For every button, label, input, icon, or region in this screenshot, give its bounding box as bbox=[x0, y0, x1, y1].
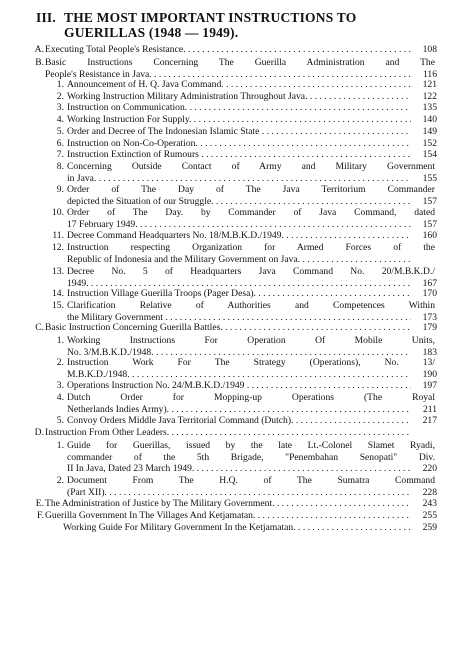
toc-page-number: 154 bbox=[422, 149, 437, 160]
toc-entry-line: commander of the 5th Brigade, "Penembahan Senopati" Div. bbox=[67, 451, 435, 463]
toc-entry-line: Instruction on Non-Co-Operation. . . . bbox=[67, 139, 411, 149]
toc-entry-label: 1. bbox=[56, 440, 64, 451]
toc-entry-label: B. bbox=[35, 57, 44, 68]
toc-page-number: 179 bbox=[422, 322, 437, 333]
toc-page-number: 243 bbox=[422, 498, 437, 509]
toc-page-number: 157 bbox=[422, 195, 437, 207]
toc-entry-line: 17 February 1949. . . . bbox=[67, 220, 411, 230]
toc-entry-label: 15. bbox=[52, 300, 64, 311]
toc-entry bbox=[0, 208, 461, 231]
toc-entry-label: A. bbox=[34, 44, 44, 55]
toc-entry-label: 3. bbox=[56, 102, 64, 113]
toc-entry bbox=[0, 231, 461, 243]
toc-entry bbox=[0, 441, 461, 476]
section-title-line-2: GUERILLAS (1948 — 1949). bbox=[64, 25, 239, 40]
toc-entry-label: 13. bbox=[52, 266, 64, 277]
toc-page-number: 135 bbox=[422, 102, 437, 113]
toc-entry-label: 2. bbox=[56, 357, 64, 368]
toc-entry-label: 1. bbox=[56, 79, 64, 90]
toc-entry-line: Decree No. 5 of Headquarters Java Command No. 20/M.B.K.D./ bbox=[67, 266, 435, 277]
toc-page-number: 173 bbox=[422, 311, 437, 323]
toc-entry-label: F. bbox=[37, 510, 44, 521]
toc-entry-label: 4. bbox=[56, 392, 64, 403]
toc-page-number: 197 bbox=[422, 380, 437, 391]
toc-entry-line: Convoy Orders Middle Java Territorial Command (Dutch). . . . bbox=[67, 416, 411, 426]
toc-entry-line: depicted the Situation of our Struggle. . . . bbox=[67, 197, 411, 207]
toc-entry-line: People's Resistance in Java. . . . bbox=[45, 70, 411, 80]
toc-page-number: 220 bbox=[422, 463, 437, 474]
toc-entry-line: Order of The Day. by Commander of Java Command, dated bbox=[67, 207, 435, 218]
toc-entry-line: (Part XII). . . . bbox=[67, 488, 411, 498]
section-title-line-1: THE MOST IMPORTANT INSTRUCTIONS TO bbox=[64, 10, 357, 25]
toc-entry-label: 10. bbox=[52, 207, 64, 218]
toc-entry bbox=[0, 323, 461, 335]
toc-entry bbox=[0, 243, 461, 266]
toc-entry-line: Announcement of H. Q. Java Command. . . . bbox=[67, 80, 411, 90]
toc-entry-label: D. bbox=[34, 427, 44, 438]
toc-entry bbox=[0, 162, 461, 185]
toc-entry bbox=[0, 428, 461, 440]
toc-entry bbox=[0, 289, 461, 301]
toc-page-number: 140 bbox=[422, 114, 437, 125]
toc-page-number: 211 bbox=[422, 403, 437, 415]
toc-entry-line: The Administration of Justice by The Military Government. . . . bbox=[45, 499, 411, 509]
toc-entry-line: M.B.K.D./1948. . . . bbox=[67, 370, 411, 380]
toc-entry bbox=[0, 139, 461, 151]
toc-page-number: 160 bbox=[422, 230, 437, 241]
toc-entry-label: 8. bbox=[56, 161, 64, 172]
section-number: III. bbox=[36, 10, 56, 25]
toc-entry bbox=[0, 127, 461, 139]
toc-entry-label: C. bbox=[35, 322, 44, 333]
toc-page-number: 116 bbox=[422, 68, 437, 80]
toc-entry bbox=[0, 58, 461, 81]
toc-entry-line: Concerning Outside Contact of Army and Military Government bbox=[67, 161, 435, 172]
toc-entry-line: Guerilla Government In The Villages And Ketjamatan. . . . bbox=[45, 511, 411, 521]
toc-entry bbox=[0, 103, 461, 115]
toc-page-number: 121 bbox=[422, 79, 437, 90]
toc-page-number: 152 bbox=[422, 138, 437, 149]
toc-entry-line: II In Java, Dated 23 March 1949. . . . bbox=[67, 464, 411, 474]
toc-entry-label: 2. bbox=[56, 91, 64, 102]
toc-page-number: 149 bbox=[422, 126, 437, 137]
toc-entry-label: 7. bbox=[56, 149, 64, 160]
toc-entry-line: in Java. . . . bbox=[67, 174, 411, 184]
toc-page-number: 157 bbox=[422, 218, 437, 230]
toc-entry bbox=[0, 301, 461, 324]
toc-entry-line: Working Instruction Military Administration Throughout Java. . . . bbox=[67, 92, 411, 102]
toc-entry bbox=[0, 476, 461, 499]
toc-entry-line: Executing Total People's Resistance. . . . bbox=[45, 45, 411, 55]
toc-entry-line: Instruction Village Guerilla Troops (Pager Desa). . . . bbox=[67, 289, 411, 299]
toc-entry-label: 12. bbox=[52, 242, 64, 253]
toc-entry bbox=[0, 92, 461, 104]
toc-entry-line: Dutch Order for Mopping-up Operations (The Royal bbox=[67, 392, 435, 403]
toc-entry-line: 1949. . . . bbox=[67, 279, 411, 289]
toc-entry-label: 4. bbox=[56, 114, 64, 125]
toc-entry bbox=[0, 523, 461, 535]
toc-entry bbox=[0, 336, 461, 359]
toc-entry-label: 6. bbox=[56, 138, 64, 149]
toc-page-number: 155 bbox=[422, 172, 437, 184]
toc-entry bbox=[0, 115, 461, 127]
toc-entry bbox=[0, 185, 461, 208]
toc-entry-line: Working Instructions For Operation Of Mobile Units, bbox=[67, 335, 435, 346]
toc-entry-line: Instruction Work For The Strategy (Operations), No. 13/ bbox=[67, 357, 435, 368]
toc-entry-line: Guide for Guerillas, issued by the late Lt.-Colonel Slamet Ryadi, bbox=[67, 440, 435, 451]
toc-entry bbox=[0, 80, 461, 92]
toc-entry-line: No. 3/M.B.K.D./1948. . . . bbox=[67, 348, 411, 358]
toc-entry-line: Netherlands Indies Army). . . . bbox=[67, 405, 411, 415]
toc-entry-line: Basic Instructions Concerning The Guerilla Administration and The bbox=[45, 57, 435, 68]
toc-page-number: 183 bbox=[422, 346, 437, 358]
toc-entry-line: Clarification Relative of Authorities and Competences Within bbox=[67, 300, 435, 311]
toc-entry-line: Working Instruction For Supply. . . . bbox=[67, 115, 411, 125]
toc-entry-label: 5. bbox=[56, 415, 64, 426]
toc-entry-line: Document From The H.Q. of The Sumatra Command bbox=[67, 475, 435, 486]
toc-entry-label: 5. bbox=[56, 126, 64, 137]
toc-entry bbox=[0, 45, 461, 57]
toc-page-number: 167 bbox=[422, 277, 437, 289]
toc-entry-line: Order of The Day of The Java Territorium Commander bbox=[67, 184, 435, 195]
toc-entry bbox=[0, 358, 461, 381]
toc-entry-line: Operations Instruction No. 24/M.B.K.D./1949 . . . bbox=[67, 381, 411, 391]
toc-entry bbox=[0, 381, 461, 393]
toc-entry-line: Instruction on Communication. . . . bbox=[67, 103, 411, 113]
toc-page-number: 255 bbox=[422, 510, 437, 521]
toc-entry-line: Instruction respecting Organization for Armed Forces of the bbox=[67, 242, 435, 253]
toc-entry bbox=[0, 393, 461, 416]
toc-page-number: 217 bbox=[422, 415, 437, 426]
toc-entry bbox=[0, 150, 461, 162]
toc-page-number: 259 bbox=[422, 522, 437, 533]
toc-page-number: 170 bbox=[422, 288, 437, 299]
toc-entry-label: 2. bbox=[56, 475, 64, 486]
toc-page-number: 190 bbox=[422, 368, 437, 380]
toc-entry bbox=[0, 416, 461, 428]
toc-entry-label: 1. bbox=[56, 335, 64, 346]
toc-page-number: 108 bbox=[422, 44, 437, 55]
toc-entry-label: 9. bbox=[56, 184, 64, 195]
toc-entry-line: the Military Government . . . bbox=[67, 313, 411, 323]
toc-page-number: 228 bbox=[422, 486, 437, 498]
toc-entry-line: Basic Instruction Concerning Guerilla Battles. . . . bbox=[45, 323, 411, 333]
toc-entry-line: Instruction Extinction of Rumours . . . bbox=[67, 150, 411, 160]
toc-entry-line: Order and Decree of The Indonesian Islamic State . . . bbox=[67, 127, 411, 137]
toc-entry-label: 3. bbox=[56, 380, 64, 391]
toc-entry-line: Decree Command Headquarters No. 18/M.B.K.D./1949. . . . bbox=[67, 231, 411, 241]
toc-entry-label: 14. bbox=[52, 288, 64, 299]
toc-entry bbox=[0, 499, 461, 511]
toc-entry-line: Republic of Indonesia and the Military Government on Java. . . . bbox=[67, 255, 411, 265]
toc-entry-label: 11. bbox=[52, 230, 64, 241]
toc-entry-line: Instruction From Other Leaders. . . . bbox=[45, 428, 411, 438]
toc-entry bbox=[0, 511, 461, 523]
toc-entry bbox=[0, 267, 461, 290]
toc-entry-label: E. bbox=[35, 498, 44, 509]
toc-page-number: 122 bbox=[422, 91, 437, 102]
toc-entry-line: Working Guide For Military Government In the Ketjamatan. . . . bbox=[63, 523, 411, 533]
